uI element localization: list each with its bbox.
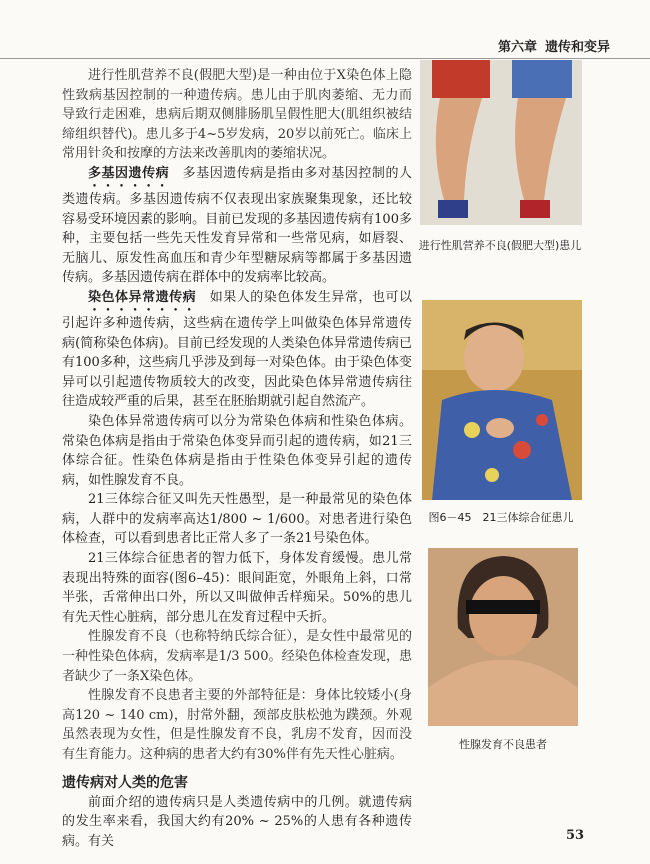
photo-trisomy21-child <box>422 300 582 500</box>
paragraph-turner: 性腺发育不良（也称特纳氏综合征），是女性中最常见的一种性染色体病，发病率是1/3 500。经染色体检查发现，患者缺少了一条X染色体。 <box>62 629 412 684</box>
figure-caption-dmd: 进行性肌营养不良(假肥大型)患儿 <box>418 239 582 252</box>
paragraph-trisomy21: 21三体综合征又叫先天性愚型，是一种最常见的染色体病，人群中的发病率高达1/800 ~ 1/600。对患者进行染色体检查，可以看到患者比正常人多了一条21号染色体。 <box>62 492 412 547</box>
photo-turner-patient <box>428 548 578 726</box>
section-heading: 遗传病对人类的危害 <box>62 774 188 791</box>
paragraph-text: 如果人的染色体发生异常，也可以引起许多种遗传病，这些病在遗传学上叫做染色体异常遗传病(简称染色体病)。目前已经发现的人类染色体异常遗传病已有100多种，这些病几乎涉及到每一对染色体。由于染色体变异可以引起遗传物质较大的改变，因此染色体异常遗传病往往造成较严重的后果，甚至在胚胎期就引起自然流产。 <box>62 289 412 410</box>
paragraph-trisomy21-symptoms: 21三体综合征患者的智力低下，身体发育缓慢。患儿常表现出特殊的面容(图6–45)：眼间距宽，外眼角上斜，口常半张，舌常伸出口外，所以又叫做伸舌样痴呆。50%的患儿有先天性心脏病，部分患儿在发育过程中夭折。 <box>62 551 412 625</box>
paragraph-classification: 染色体异常遗传病可以分为常染色体病和性染色体病。常染色体病是指由于常染色体变异而引起的遗传病，如21三体综合征。性染色体病是指由于性染色体变异引起的遗传病，如性腺发育不良。 <box>62 413 412 488</box>
paragraph-turner-features: 性腺发育不良患者主要的外部特征是：身体比较矮小(身高120 ~ 140 cm)，肘常外翻，颈部皮肤松弛为蹼颈。外观虽然表现为女性，但是性腺发育不良，乳房不发育，因而没有生育能力。这种病的患者大约有30%伴有先天性心脏病。 <box>62 688 412 762</box>
paragraph-chromosomal <box>62 288 412 412</box>
figure-caption-turner: 性腺发育不良患者 <box>459 738 547 751</box>
paragraph-harm: 前面介绍的遗传病只是人类遗传病中的几例。就遗传病的发生率来看，我国大约有20% ~ 25%的人患有各种遗传病。有关 <box>62 794 412 849</box>
figure-caption-trisomy21: 图6－45 21三体综合征患儿 <box>428 511 574 524</box>
chapter-number: 第六章 <box>497 40 537 55</box>
chapter-title: 遗传和变异 <box>544 40 610 55</box>
term-chromosomal: 染色体异常遗传病 <box>88 289 197 305</box>
photo-dmd-legs <box>420 60 582 225</box>
running-header <box>490 36 610 55</box>
paragraph-polygenic <box>62 164 412 288</box>
main-text-column <box>62 66 412 851</box>
paragraph-dmd: 进行性肌营养不良(假肥大型)是一种由位于X染色体上隐性致病基因控制的一种遗传病。患儿由于肌肉萎缩、无力而导致行走困难，患病后期双侧腓肠肌呈假性肥大(肌组织被结缔组织替代)。患儿多于4~5岁发病，20岁以前死亡。临床上常用针灸和按摩的方法来改善肌肉的萎缩状况。 <box>62 68 412 162</box>
term-polygenic: 多基因遗传病 <box>88 165 170 181</box>
child-illustration <box>422 300 582 500</box>
legs-illustration <box>420 60 582 225</box>
page-number: 53 <box>566 828 585 843</box>
paragraph-text: 多基因遗传病是指由多对基因控制的人类遗传病。多基因遗传病不仅表现出家族聚集现象，还比较容易受环境因素的影响。目前已发现的多基因遗传病有100多种，主要包括一些先天性发育异常和一些常见病，如唇裂、无脑儿、原发性高血压和青少年型糖尿病等都属于多基因遗传病。多基因遗传病在群体中的发病率比较高。 <box>62 165 412 286</box>
patient-illustration <box>428 548 578 726</box>
